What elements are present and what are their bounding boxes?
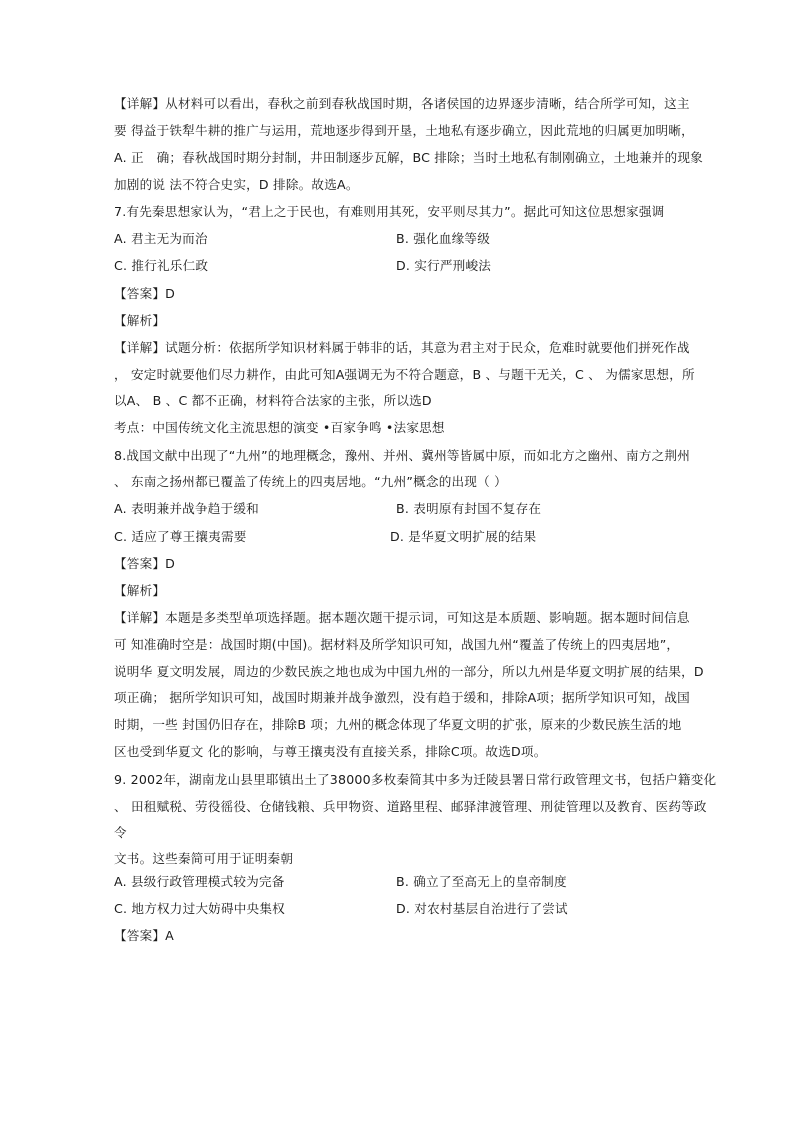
q7-option-c: C. 推行礼乐仁政 — [114, 258, 209, 273]
q8-option-b: B. 表明原有封国不复存在 — [396, 501, 542, 516]
q6-explanation-line-4: 加剧的说 法不符合史实，D 排除。故选A。 — [114, 177, 359, 192]
q9-option-a: A. 县级行政管理模式较为完备 — [114, 874, 285, 889]
q7-option-a: A. 君主无为而治 — [114, 231, 208, 246]
q7-option-d: D. 实行严刑峻法 — [396, 258, 492, 273]
q7-stem: 7.有先秦思想家认为，“君上之于民也，有难则用其死，安平则尽其力”。据此可知这位思想家强调 — [114, 204, 665, 219]
q9-stem-line-3: 令 — [114, 825, 127, 840]
q8-explanation-line-2: 可 知准确时空是：战国时期(中国)。据材料及所学知识可知，战国九州“覆盖了传统上的四夷居地”， — [114, 637, 680, 652]
q6-explanation-line-1: 【详解】从材料可以看出，春秋之前到春秋战国时期，各诸侯国的边界逐步清晰，结合所学可知，这主 — [114, 96, 690, 111]
q7-option-b: B. 强化血缘等级 — [396, 231, 491, 246]
q8-stem-line-2: 、 东南之扬州都已覆盖了传统上的四夷居地。“九州”概念的出现（ ） — [114, 474, 507, 489]
q8-answer: 【答案】D — [114, 556, 176, 571]
q6-explanation-line-2: 要 得益于铁犁牛耕的推广与运用，荒地逐步得到开垦，土地私有逐步确立，因此荒地的归属更加明晰， — [114, 123, 694, 138]
q8-option-d: D. 是华夏文明扩展的结果 — [390, 529, 537, 544]
q7-answer: 【答案】D — [114, 286, 176, 301]
q8-explanation-line-5: 时期，一些 封国仍旧存在，排除B 项；九州的概念体现了华夏文明的扩张，原来的少数民族生活的地 — [114, 717, 682, 732]
q9-stem-line-2: 、 田租赋税、劳役徭役、仓储钱粮、兵甲物资、道路里程、邮驿津渡管理、刑徒管理以及教育、医药等政 — [114, 799, 707, 814]
q8-option-c: C. 适应了尊王攘夷需要 — [114, 529, 247, 544]
q9-stem-line-1: 9. 2002年，湖南龙山县里耶镇出土了38000多枚秦简其中多为迁陵县署日常行政管理文书，包括户籍变化 — [114, 772, 717, 787]
q7-kaodian: 考点：中国传统文化主流思想的演变 •百家争鸣 •法家思想 — [114, 420, 445, 435]
q9-option-d: D. 对农村基层自治进行了尝试 — [396, 901, 568, 916]
q9-option-c: C. 地方权力过大妨碍中央集权 — [114, 901, 285, 916]
q7-analysis-label: 【解析】 — [114, 313, 166, 328]
q8-explanation-line-1: 【详解】本题是多类型单项选择题。据本题次题干提示词，可知这是本质题、影响题。据本题时间信息 — [114, 610, 690, 625]
q7-explanation-line-2: ， 安定时就要他们尽力耕作，由此可知A强调无为不符合题意，B 、与题干无关，C 、 为儒家思想，所 — [114, 367, 695, 382]
q8-explanation-line-3: 说明华 夏文明发展，周边的少数民族之地也成为中国九州的一部分，所以九州是华夏文明扩展的结果，D — [114, 664, 704, 679]
q8-stem-line-1: 8.战国文献中出现了“九州”的地理概念，豫州、并州、冀州等皆属中原，而如北方之幽州、南方之荆州 — [114, 448, 690, 463]
q7-explanation-line-1: 【详解】试题分析：依据所学知识材料属于韩非的话，其意为君主对于民众，危难时就要他们拼死作战 — [114, 340, 690, 355]
q9-option-b: B. 确立了至高无上的皇帝制度 — [396, 874, 567, 889]
q8-analysis-label: 【解析】 — [114, 583, 166, 598]
q8-option-a: A. 表明兼并战争趋于缓和 — [114, 501, 259, 516]
q8-explanation-line-6: 区也受到华夏文 化的影响，与尊王攘夷没有直接关系，排除C项。故选D项。 — [114, 744, 547, 759]
q7-explanation-line-3: 以A、 B 、C 都不正确，材料符合法家的主张，所以选D — [114, 393, 432, 408]
q6-explanation-line-3: A. 正 确；春秋战国时期分封制，井田制逐步瓦解，BC 排除；当时土地私有制刚确立，土地兼并的现象 — [114, 150, 703, 165]
q9-answer: 【答案】A — [114, 928, 174, 943]
q8-explanation-line-4: 项正确； 据所学知识可知，战国时期兼并战争激烈，没有趋于缓和，排除A项；据所学知识可知，战国 — [114, 690, 690, 705]
q9-stem-line-4: 文书。这些秦简可用于证明秦朝 — [114, 851, 294, 866]
